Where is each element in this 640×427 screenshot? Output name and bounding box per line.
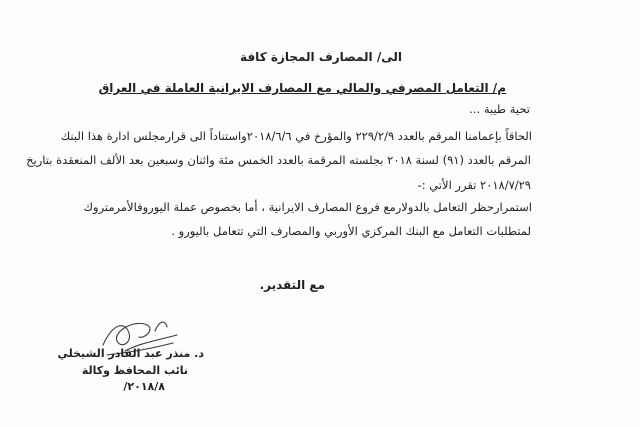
recipient-line: الى/ المصارف المجازة كافة [240,50,402,64]
subject-line: م/ التعامل المصرفي والمالي مع المصارف الايرانية العاملة في العراق [98,81,506,95]
body-line: ٢٠١٨/٧/٢٩ تقرر الأتي :- [417,178,531,192]
greeting: تحية طيبة ... [469,102,530,116]
body-line: المرقم بالعدد (٩١) لسنة ٢٠١٨ بجلسته المرقمة بالعدد الخمس مئة واثنان وسبعين بعد الألف المنعقدة بتاريخ [26,153,531,167]
letter-date: ٢٠١٨/٨/ [123,380,165,393]
closing-line: مع التقدير. [259,278,325,292]
body-line: لمتطلبات التعامل مع البنك المركزي الأوربي والمصارف التي تتعامل باليورو . [171,224,531,238]
body-line: الحاقاً بإعمامنا المرقم بالعدد ٢٢٩/٢/٩ والمؤرخ في ٢٠١٨/٦/٦واستناداً الى قرارمجلس ادارة هذا البنك [60,129,532,143]
signer-name: د. منذر عبد القادر الشيخلي [57,347,204,360]
signer-title: نائب المحافظ وكالة [81,364,188,377]
body-line: استمرارحظر التعامل بالدولارمع فروع المصارف الايرانية ، أما بخصوص عملة اليوروفالأمرمتروك [83,200,532,214]
